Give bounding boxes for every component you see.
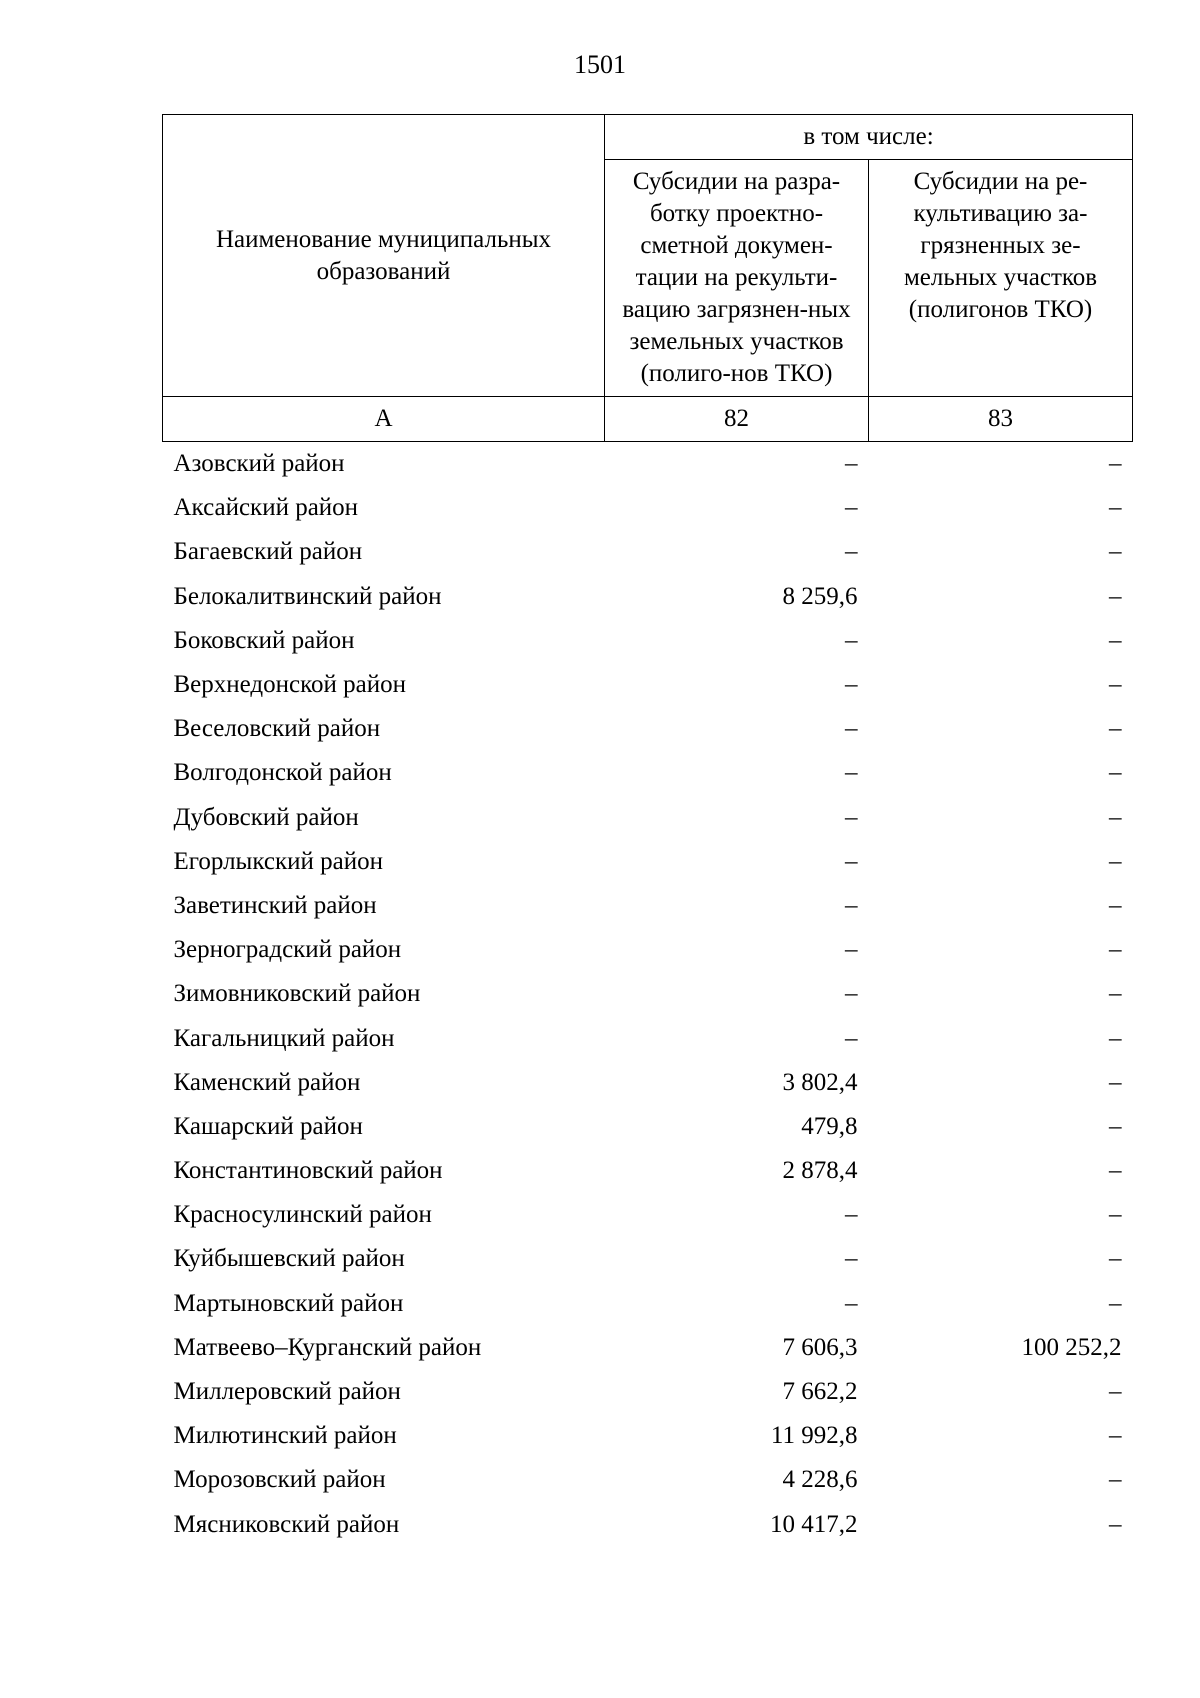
municipality-name: Миллеровский район [173, 1378, 401, 1406]
design-docs-subsidy-value: 8 259,6 [782, 582, 858, 610]
design-docs-subsidy-value: 7 662,2 [782, 1378, 858, 1406]
design-docs-subsidy-value: – [845, 803, 858, 831]
recultivation-subsidy-value: – [1109, 1378, 1122, 1406]
recultivation-subsidy-value: – [1109, 671, 1122, 699]
header-group-label: в том числе: [605, 115, 1133, 160]
design-docs-subsidy-value: – [845, 715, 858, 743]
municipality-name: Боковский район [173, 626, 355, 654]
table-row [163, 1370, 1133, 1414]
design-docs-subsidy-value: 479,8 [801, 1112, 858, 1140]
municipality-name: Куйбышевский район [173, 1245, 405, 1273]
design-docs-subsidy-value: – [845, 1245, 858, 1273]
municipality-name: Морозовский район [173, 1466, 386, 1494]
municipality-name: Волгодонской район [173, 759, 392, 787]
header-design-docs-subsidy: Субсидии на разра-ботку проектно-сметной докумен-тации на рекульти-вацию загрязнен-ных земельных участков (полиго-нов ТКО) [605, 160, 869, 397]
recultivation-subsidy-value: – [1109, 936, 1122, 964]
table-row [163, 840, 1133, 884]
recultivation-subsidy-value: – [1109, 1201, 1122, 1229]
municipality-name: Зерноградский район [173, 936, 402, 964]
recultivation-subsidy-value: – [1109, 980, 1122, 1008]
table-row [163, 1282, 1133, 1326]
subsidy-table-container [162, 114, 1132, 1547]
table-row [163, 796, 1133, 840]
municipality-name: Азовский район [173, 450, 345, 478]
table-row [163, 1149, 1133, 1193]
design-docs-subsidy-value: – [845, 450, 858, 478]
design-docs-subsidy-value: – [845, 671, 858, 699]
municipality-name: Кашарский район [173, 1112, 363, 1140]
table-row [163, 707, 1133, 751]
recultivation-subsidy-value: – [1109, 759, 1122, 787]
recultivation-subsidy-value: – [1109, 1112, 1122, 1140]
recultivation-subsidy-value: 100 252,2 [1021, 1333, 1122, 1361]
recultivation-subsidy-value: – [1109, 1157, 1122, 1185]
table-row [163, 442, 1133, 487]
table-row [163, 972, 1133, 1016]
recultivation-subsidy-value: – [1109, 494, 1122, 522]
design-docs-subsidy-value: – [845, 759, 858, 787]
table-row [163, 486, 1133, 530]
design-docs-subsidy-value: 10 417,2 [770, 1510, 858, 1538]
table-row [163, 663, 1133, 707]
recultivation-subsidy-value: – [1109, 1024, 1122, 1052]
header-code-82: 82 [605, 397, 869, 442]
municipality-name: Кагальницкий район [173, 1024, 395, 1052]
table-row [163, 1016, 1133, 1060]
table-row [163, 1414, 1133, 1458]
design-docs-subsidy-value: – [845, 494, 858, 522]
recultivation-subsidy-value: – [1109, 538, 1122, 566]
recultivation-subsidy-value: – [1109, 582, 1122, 610]
header-recultivation-subsidy: Субсидии на ре-культивацию за-грязненных зе-мельных участков (полигонов ТКО) [869, 160, 1133, 397]
table-row [163, 1326, 1133, 1370]
table-row [163, 751, 1133, 795]
municipality-name: Мартыновский район [173, 1289, 404, 1317]
table-header [163, 115, 1133, 442]
municipality-name: Белокалитвинский район [173, 582, 442, 610]
municipality-name: Милютинский район [173, 1422, 397, 1450]
municipality-name: Заветинский район [173, 891, 377, 919]
municipality-name: Матвеево–Курганский район [173, 1333, 482, 1361]
design-docs-subsidy-value: – [845, 980, 858, 1008]
table-row [163, 1503, 1133, 1547]
recultivation-subsidy-value: – [1109, 803, 1122, 831]
table-row [163, 1458, 1133, 1502]
recultivation-subsidy-value: – [1109, 1422, 1122, 1450]
municipality-name: Зимовниковский район [173, 980, 421, 1008]
design-docs-subsidy-value: 11 992,8 [770, 1422, 858, 1450]
design-docs-subsidy-value: 7 606,3 [782, 1333, 858, 1361]
design-docs-subsidy-value: – [845, 936, 858, 964]
table-row [163, 1061, 1133, 1105]
subsidy-table [162, 114, 1133, 1547]
design-docs-subsidy-value: 4 228,6 [782, 1466, 858, 1494]
municipality-name: Каменский район [173, 1068, 361, 1096]
municipality-name: Мясниковский район [173, 1510, 400, 1538]
recultivation-subsidy-value: – [1109, 715, 1122, 743]
municipality-name: Аксайский район [173, 494, 359, 522]
recultivation-subsidy-value: – [1109, 1510, 1122, 1538]
design-docs-subsidy-value: – [845, 847, 858, 875]
municipality-name: Красносулинский район [173, 1201, 432, 1229]
recultivation-subsidy-value: – [1109, 847, 1122, 875]
design-docs-subsidy-value: – [845, 1289, 858, 1317]
municipality-name: Егорлыкский район [173, 847, 383, 875]
table-row [163, 884, 1133, 928]
design-docs-subsidy-value: – [845, 538, 858, 566]
recultivation-subsidy-value: – [1109, 1289, 1122, 1317]
table-row [163, 619, 1133, 663]
table-row [163, 928, 1133, 972]
table-row [163, 1193, 1133, 1237]
header-code-name: А [163, 397, 605, 442]
page-number: 1501 [574, 50, 626, 79]
design-docs-subsidy-value: 3 802,4 [782, 1068, 858, 1096]
municipality-name: Дубовский район [173, 803, 359, 831]
design-docs-subsidy-value: – [845, 1201, 858, 1229]
header-municipality-name: Наименование муниципальных образований [163, 115, 605, 397]
table-row [163, 1105, 1133, 1149]
recultivation-subsidy-value: – [1109, 1466, 1122, 1494]
table-body [163, 442, 1133, 1547]
municipality-name: Веселовский район [173, 715, 381, 743]
municipality-name: Багаевский район [173, 538, 363, 566]
table-row [163, 530, 1133, 574]
table-row [163, 575, 1133, 619]
recultivation-subsidy-value: – [1109, 891, 1122, 919]
design-docs-subsidy-value: 2 878,4 [782, 1157, 858, 1185]
header-code-83: 83 [869, 397, 1133, 442]
design-docs-subsidy-value: – [845, 891, 858, 919]
design-docs-subsidy-value: – [845, 626, 858, 654]
table-row [163, 1237, 1133, 1281]
municipality-name: Константиновский район [173, 1157, 443, 1185]
municipality-name: Верхнедонской район [173, 671, 406, 699]
design-docs-subsidy-value: – [845, 1024, 858, 1052]
recultivation-subsidy-value: – [1109, 1068, 1122, 1096]
recultivation-subsidy-value: – [1109, 626, 1122, 654]
recultivation-subsidy-value: – [1109, 1245, 1122, 1273]
recultivation-subsidy-value: – [1109, 450, 1122, 478]
